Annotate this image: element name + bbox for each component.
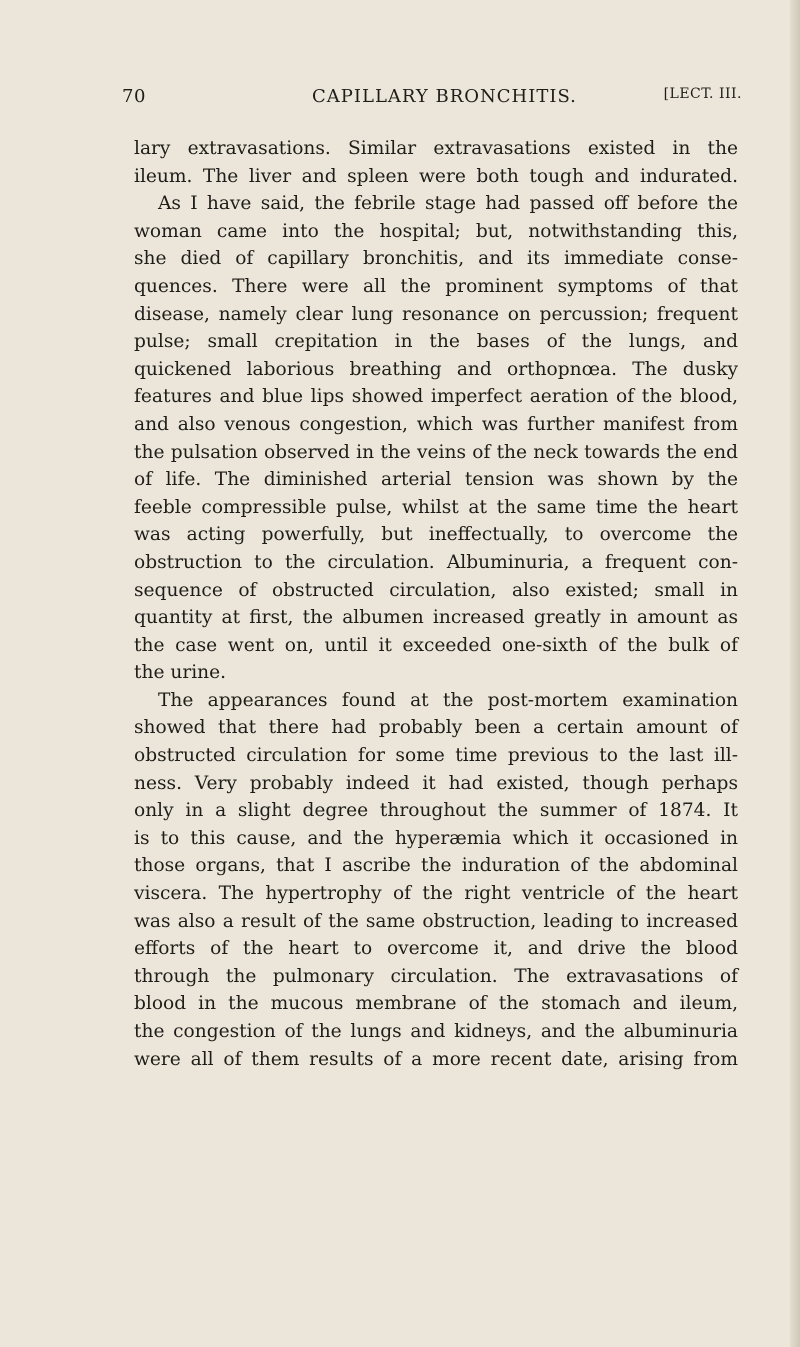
- text-line: As I have said, the febrile stage had passed off before the: [158, 193, 738, 215]
- text-line: the pulsation observed in the veins of the neck towards the end: [134, 441, 738, 463]
- text-line: the urine.: [134, 662, 227, 684]
- text-line: disease, namely clear lung resonance on percussion; frequent: [134, 303, 738, 325]
- text-line: quantity at first, the albumen increased greatly in amount as: [134, 607, 738, 629]
- text-line: quences. There were all the prominent symptoms of that: [134, 275, 738, 297]
- text-line: was acting powerfully, but ineffectually, to overcome the: [134, 524, 738, 546]
- text-line: were all of them results of a more recent date, arising from: [134, 1048, 738, 1070]
- text-line: woman came into the hospital; but, notwithstanding this,: [134, 220, 738, 242]
- text-line: the congestion of the lungs and kidneys, and the albuminuria: [134, 1021, 738, 1042]
- text-line: The appearances found at the post-mortem examination: [158, 689, 738, 711]
- page-header: [122, 86, 742, 116]
- text-line: pulse; small crepitation in the bases of the lungs, and: [134, 331, 738, 353]
- text-line: features and blue lips showed imperfect aeration of the blood,: [134, 386, 738, 408]
- text-line: ileum. The liver and spleen were both tough and indurated.: [134, 165, 738, 187]
- text-line: lary extravasations. Similar extravasations existed in the: [134, 138, 738, 159]
- text-line: only in a slight degree throughout the summer of 1874. It: [134, 800, 738, 822]
- text-line: obstructed circulation for some time previous to the last ill-: [134, 745, 738, 767]
- page-edge: [790, 0, 800, 1347]
- text-line: is to this cause, and the hyperæmia which it occasioned in: [134, 827, 738, 849]
- text-line: those organs, that I ascribe the induration of the abdominal: [134, 855, 738, 877]
- body-text: [134, 135, 738, 1073]
- text-line: sequence of obstructed circulation, also existed; small in: [134, 579, 738, 601]
- text-line: the case went on, until it exceeded one-sixth of the bulk of: [134, 634, 738, 656]
- text-line: efforts of the heart to overcome it, and drive the blood: [134, 938, 738, 960]
- text-line: she died of capillary bronchitis, and its immediate conse-: [134, 248, 738, 270]
- text-line: feeble compressible pulse, whilst at the same time the heart: [134, 496, 738, 518]
- text-line: blood in the mucous membrane of the stomach and ileum,: [134, 993, 738, 1015]
- text-line: of life. The diminished arterial tension was shown by the: [134, 469, 738, 491]
- running-title: CAPILLARY BRONCHITIS.: [312, 86, 577, 107]
- text-line: showed that there had probably been a certain amount of: [134, 717, 738, 739]
- section-marker: [LECT. III.: [663, 86, 742, 102]
- text-line: through the pulmonary circulation. The extravasations of: [134, 965, 738, 987]
- text-line: and also venous congestion, which was further manifest from: [134, 413, 738, 435]
- text-line: viscera. The hypertrophy of the right ventricle of the heart: [134, 883, 738, 905]
- text-line: quickened laborious breathing and orthopnœa. The dusky: [134, 358, 738, 380]
- text-line: obstruction to the circulation. Albuminuria, a frequent con-: [134, 551, 738, 573]
- page-number: 70: [122, 86, 146, 107]
- text-line: ness. Very probably indeed it had existed, though perhaps: [134, 772, 738, 794]
- text-line: was also a result of the same obstruction, leading to increased: [134, 910, 738, 932]
